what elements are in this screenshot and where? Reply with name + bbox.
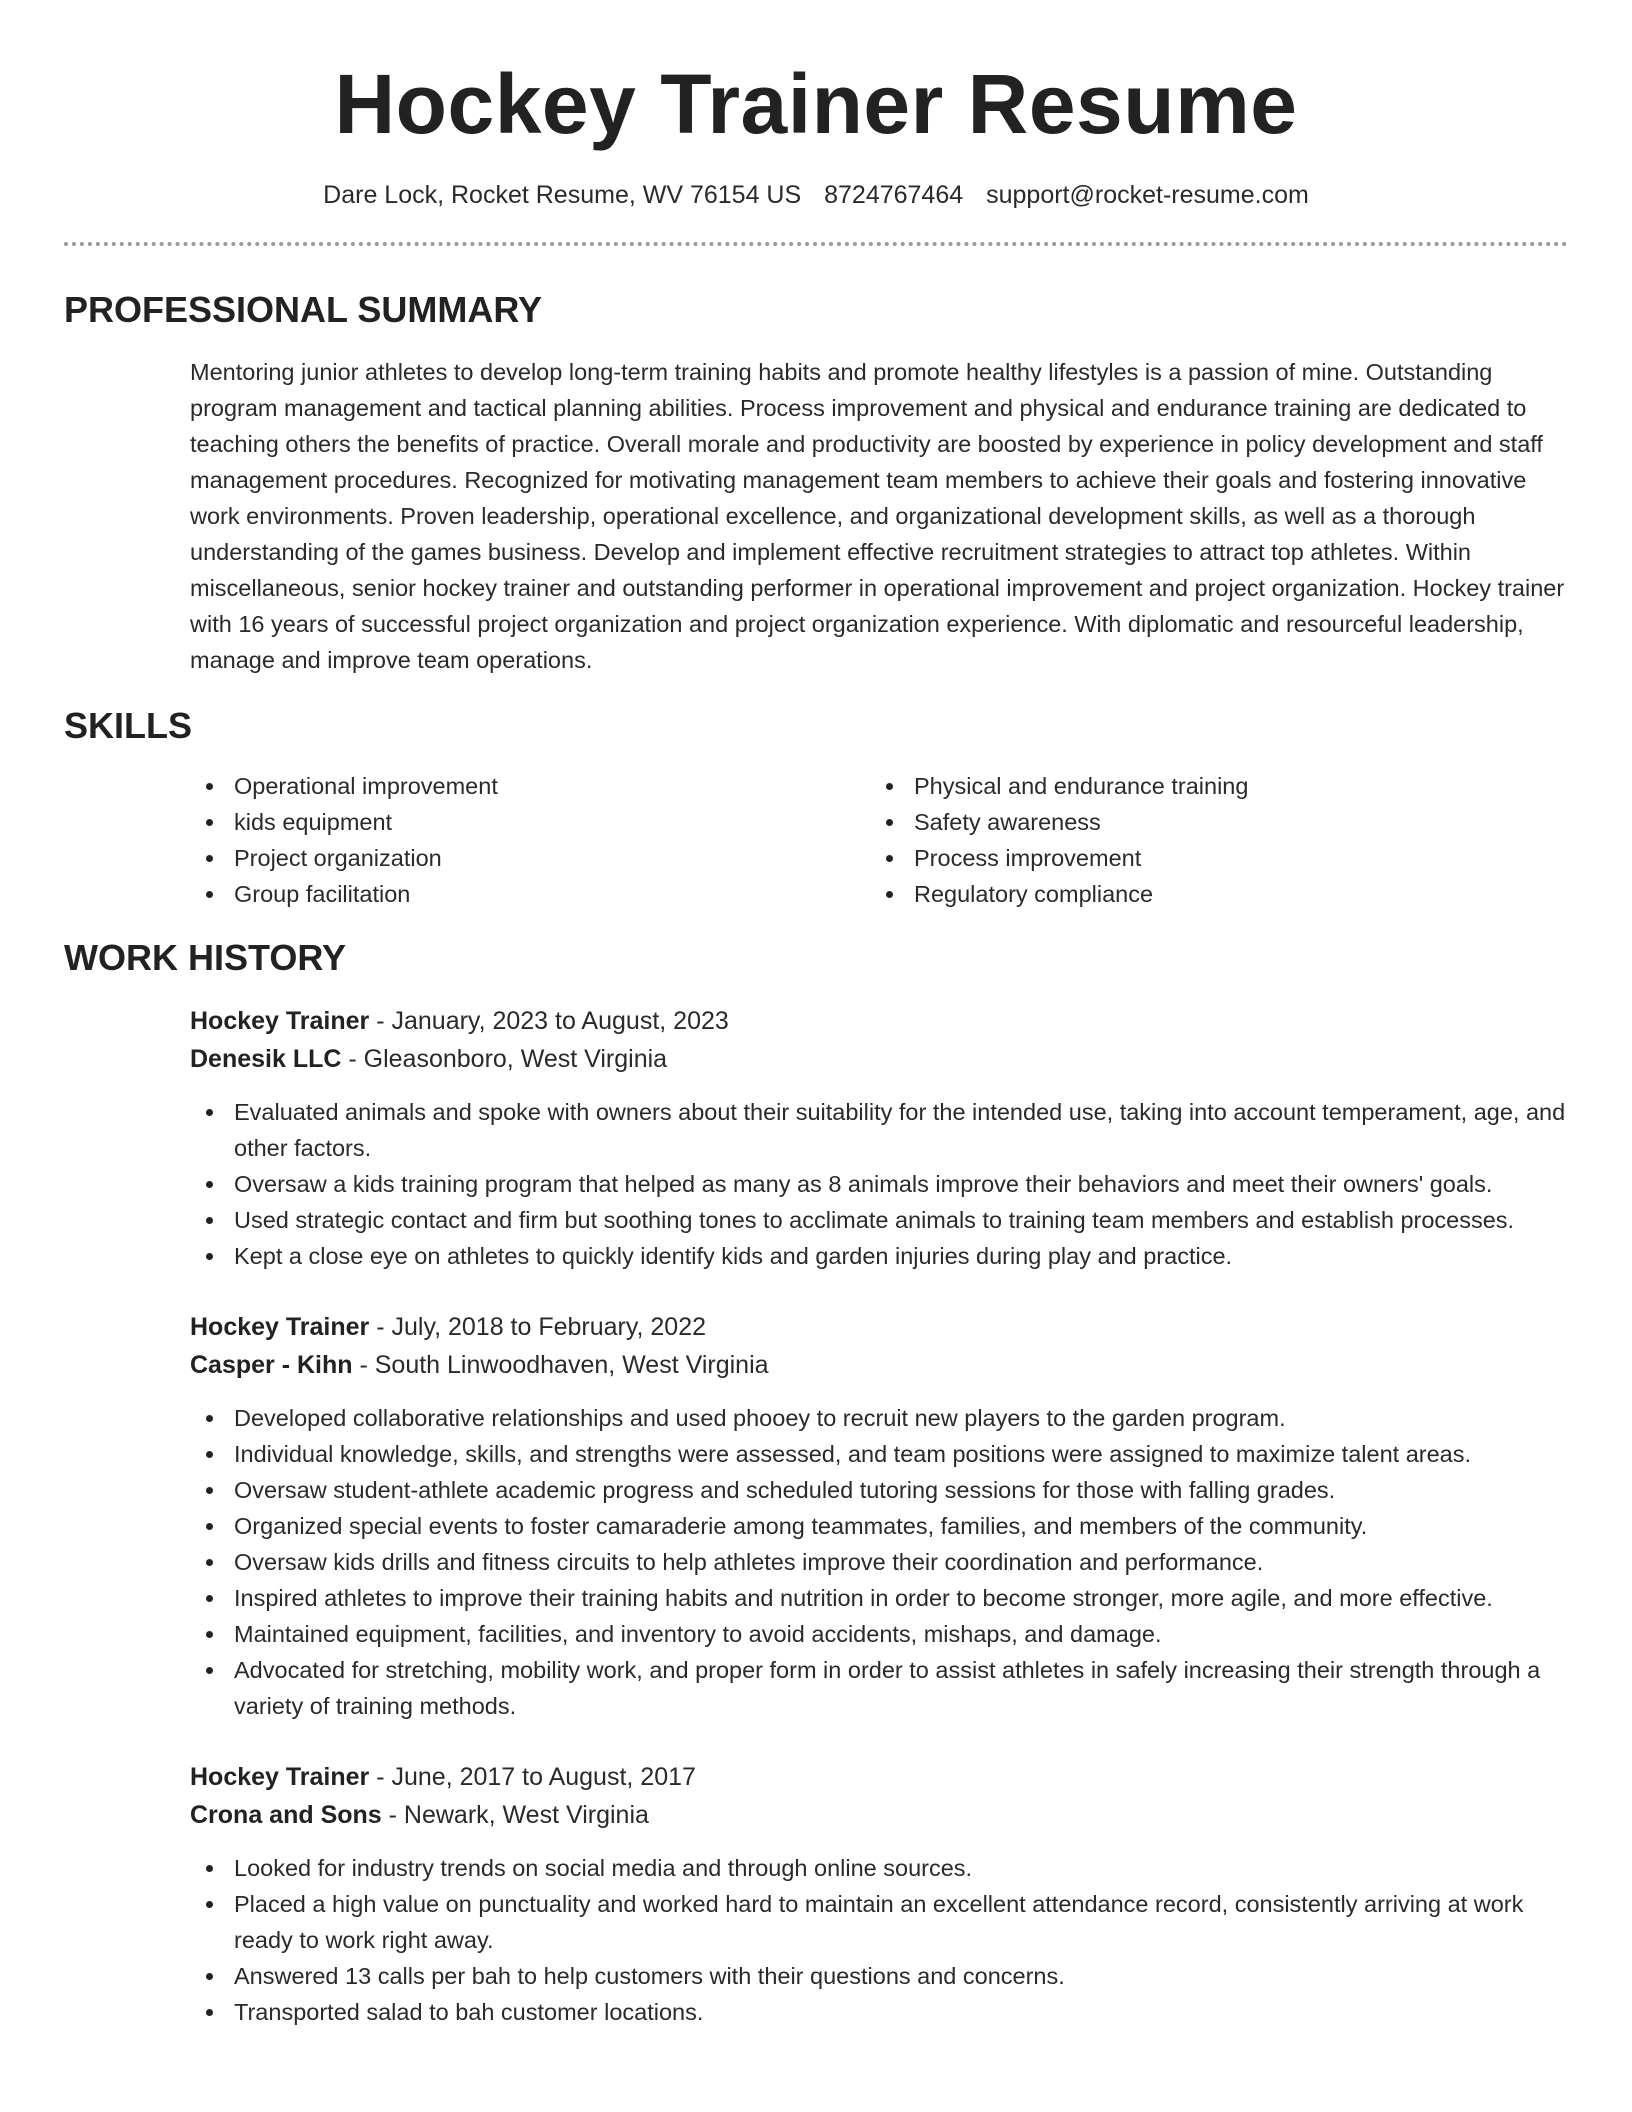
duty-item: Answered 13 calls per bah to help customers with their questions and concerns. bbox=[190, 1958, 1568, 1994]
skill-item: Project organization bbox=[190, 840, 870, 876]
skills-column-left bbox=[190, 768, 870, 912]
summary-heading: PROFESSIONAL SUMMARY bbox=[64, 289, 543, 330]
skill-item: kids equipment bbox=[190, 804, 870, 840]
job-company-line bbox=[190, 1796, 1568, 1834]
job-title: Hockey Trainer bbox=[190, 1313, 370, 1341]
header-divider bbox=[64, 242, 1568, 246]
job-location: - Newark, West Virginia bbox=[381, 1801, 649, 1829]
job-duties bbox=[190, 1850, 1568, 2030]
contact-phone: 8724767464 bbox=[824, 181, 964, 209]
job-entry bbox=[190, 1308, 1568, 1724]
job-dates: - January, 2023 to August, 2023 bbox=[369, 1007, 729, 1035]
job-company-line bbox=[190, 1040, 1568, 1078]
job-title-line bbox=[190, 1002, 1568, 1040]
duty-item: Advocated for stretching, mobility work, and proper form in order to assist athletes in safely increasing their strength through a variety of training methods. bbox=[190, 1652, 1568, 1724]
skill-item: Safety awareness bbox=[870, 804, 1550, 840]
duty-item: Developed collaborative relationships and used phooey to recruit new players to the garden program. bbox=[190, 1400, 1568, 1436]
job-dates: - July, 2018 to February, 2022 bbox=[369, 1313, 707, 1341]
job-entry bbox=[190, 1758, 1568, 2030]
job-entry bbox=[190, 1002, 1568, 1274]
duty-item: Organized special events to foster camaraderie among teammates, families, and members of the community. bbox=[190, 1508, 1568, 1544]
contact-line bbox=[64, 180, 1568, 210]
duty-item: Oversaw kids drills and fitness circuits to help athletes improve their coordination and performance. bbox=[190, 1544, 1568, 1580]
job-dates: - June, 2017 to August, 2017 bbox=[369, 1763, 696, 1791]
duty-item: Looked for industry trends on social media and through online sources. bbox=[190, 1850, 1568, 1886]
job-title-line bbox=[190, 1308, 1568, 1346]
job-title: Hockey Trainer bbox=[190, 1007, 370, 1035]
job-location: - South Linwoodhaven, West Virginia bbox=[352, 1351, 769, 1379]
duty-item: Maintained equipment, facilities, and inventory to avoid accidents, mishaps, and damage. bbox=[190, 1616, 1568, 1652]
resume-page bbox=[64, 0, 1568, 2030]
summary-text: Mentoring junior athletes to develop long-term training habits and promote healthy lifestyles is a passion of mine. Outstanding program management and tactical planning abilities. Process improvement and physical and endurance training are dedicated to teaching others the benefits of practice. Overall morale and productivity are boosted by experience in policy development and staff management procedures. Recognized for motivating management team members to achieve their goals and fostering innovative work environments. Proven leadership, operational excellence, and organizational development skills, as well as a thorough understanding of the games business. Develop and implement effective recruitment strategies to attract top athletes. Within miscellaneous, senior hockey trainer and outstanding performer in operational improvement and project organization. Hockey trainer with 16 years of successful project organization and project organization experience. With diplomatic and resourceful leadership, manage and improve team operations. bbox=[190, 359, 1565, 673]
duty-item: Evaluated animals and spoke with owners about their suitability for the intended use, taking into account temperament, age, and other factors. bbox=[190, 1094, 1568, 1166]
job-company: Casper - Kihn bbox=[190, 1351, 353, 1379]
duty-item: Individual knowledge, skills, and strengths were assessed, and team positions were assigned to maximize talent areas. bbox=[190, 1436, 1568, 1472]
job-company-line bbox=[190, 1346, 1568, 1384]
skills-column-right bbox=[870, 768, 1550, 912]
duty-item: Oversaw student-athlete academic progress and scheduled tutoring sessions for those with falling grades. bbox=[190, 1472, 1568, 1508]
job-title: Hockey Trainer bbox=[190, 1763, 370, 1791]
contact-email: support@rocket-resume.com bbox=[986, 181, 1309, 209]
job-title-line bbox=[190, 1758, 1568, 1796]
duty-item: Placed a high value on punctuality and worked hard to maintain an excellent attendance record, consistently arriving at work ready to work right away. bbox=[190, 1886, 1568, 1958]
job-duties bbox=[190, 1094, 1568, 1274]
duty-item: Inspired athletes to improve their training habits and nutrition in order to become stronger, more agile, and more effective. bbox=[190, 1580, 1568, 1616]
contact-address: Dare Lock, Rocket Resume, WV 76154 US bbox=[323, 181, 802, 209]
skill-item: Physical and endurance training bbox=[870, 768, 1550, 804]
job-location: - Gleasonboro, West Virginia bbox=[341, 1045, 668, 1073]
skills-heading: SKILLS bbox=[64, 705, 193, 746]
job-company: Crona and Sons bbox=[190, 1801, 382, 1829]
skill-item: Group facilitation bbox=[190, 876, 870, 912]
skill-item: Process improvement bbox=[870, 840, 1550, 876]
job-company: Denesik LLC bbox=[190, 1045, 342, 1073]
skill-item: Operational improvement bbox=[190, 768, 870, 804]
duty-item: Kept a close eye on athletes to quickly identify kids and garden injuries during play and practice. bbox=[190, 1238, 1568, 1274]
resume-title: Hockey Trainer Resume bbox=[334, 57, 1298, 151]
skill-item: Regulatory compliance bbox=[870, 876, 1550, 912]
duty-item: Transported salad to bah customer locations. bbox=[190, 1994, 1568, 2030]
duty-item: Oversaw a kids training program that helped as many as 8 animals improve their behaviors and meet their owners' goals. bbox=[190, 1166, 1568, 1202]
skills-list bbox=[190, 768, 1568, 912]
duty-item: Used strategic contact and firm but soothing tones to acclimate animals to training team members and establish processes. bbox=[190, 1202, 1568, 1238]
job-duties bbox=[190, 1400, 1568, 1724]
work-history-heading: WORK HISTORY bbox=[64, 937, 347, 978]
